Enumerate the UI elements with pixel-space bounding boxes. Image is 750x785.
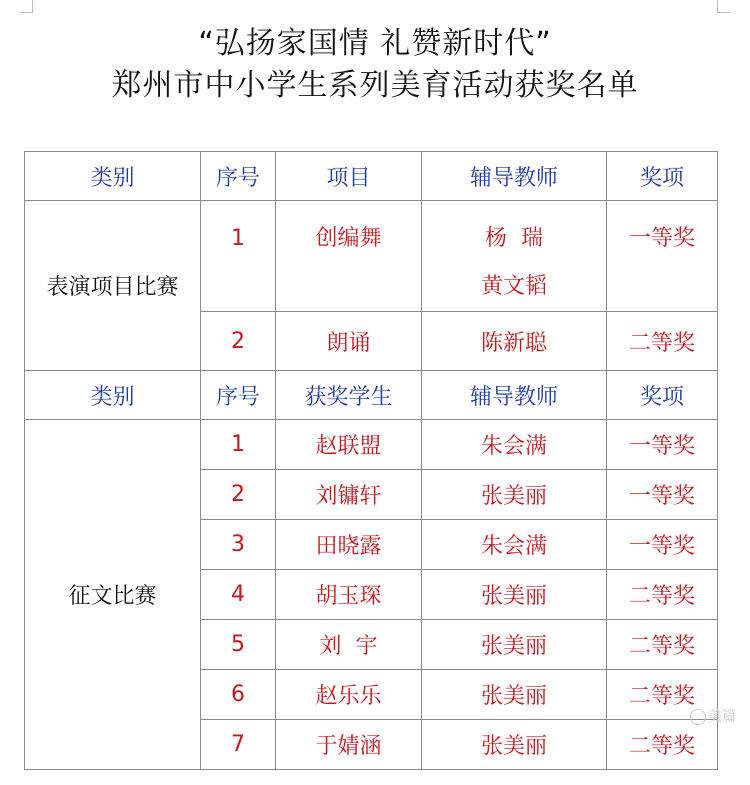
row-award: 一等奖 <box>607 470 718 520</box>
row-award: 二等奖 <box>607 720 718 770</box>
row-number: 1 <box>201 420 276 470</box>
title-line-1: “弘扬家国情 礼赞新时代” <box>198 26 552 61</box>
row-student: 于婧涵 <box>276 720 422 770</box>
row-award: 二等奖 <box>607 670 718 720</box>
row-student: 田晓露 <box>276 520 422 570</box>
row-teachers <box>422 201 607 312</box>
row-student: 赵乐乐 <box>276 670 422 720</box>
row-teacher: 张美丽 <box>422 720 607 770</box>
row-teacher: 张美丽 <box>422 470 607 520</box>
row-number: 4 <box>201 570 276 620</box>
row-award: 一等奖 <box>607 520 718 570</box>
essay-header-row <box>25 371 718 420</box>
row-number: 2 <box>201 312 276 371</box>
row-student: 刘镛轩 <box>276 470 422 520</box>
header-number: 序号 <box>201 371 276 420</box>
teacher-name: 杨 瑞 <box>485 226 543 251</box>
row-award: 二等奖 <box>607 620 718 670</box>
crop-mark-left <box>20 0 33 13</box>
row-number: 6 <box>201 670 276 720</box>
row-teacher: 张美丽 <box>422 570 607 620</box>
header-item: 项目 <box>276 152 422 201</box>
row-number: 5 <box>201 620 276 670</box>
row-item: 朗诵 <box>276 312 422 371</box>
header-award: 奖项 <box>607 371 718 420</box>
row-number: 3 <box>201 520 276 570</box>
performance-header-row <box>25 152 718 201</box>
row-student: 胡玉琛 <box>276 570 422 620</box>
row-number: 2 <box>201 470 276 520</box>
header-category: 类别 <box>25 152 201 201</box>
watermark <box>690 706 736 726</box>
header-award: 奖项 <box>607 152 718 201</box>
performance-category-cell: 表演项目比赛 <box>25 201 201 371</box>
watermark-text: 美篇 <box>708 709 736 725</box>
row-number: 7 <box>201 720 276 770</box>
awards-table <box>24 151 718 770</box>
row-teacher: 朱会满 <box>422 420 607 470</box>
header-teacher: 辅导教师 <box>422 152 607 201</box>
table-row <box>25 201 718 312</box>
table-row <box>25 420 718 470</box>
row-teacher: 张美丽 <box>422 620 607 670</box>
row-teacher: 张美丽 <box>422 670 607 720</box>
essay-category-cell: 征文比赛 <box>25 420 201 770</box>
row-student: 刘 宇 <box>276 620 422 670</box>
header-teacher: 辅导教师 <box>422 371 607 420</box>
row-student: 赵联盟 <box>276 420 422 470</box>
row-award: 一等奖 <box>607 420 718 470</box>
header-number: 序号 <box>201 152 276 201</box>
crop-mark-right <box>717 0 730 13</box>
row-number: 1 <box>201 201 276 312</box>
row-award: 二等奖 <box>607 570 718 620</box>
row-award: 二等奖 <box>607 312 718 371</box>
teacher-name: 黄文韬 <box>480 274 547 299</box>
row-item: 创编舞 <box>276 201 422 312</box>
header-category: 类别 <box>25 371 201 420</box>
row-teacher: 陈新聪 <box>422 312 607 371</box>
watermark-logo-icon <box>690 709 706 725</box>
title-line-2: 郑州市中小学生系列美育活动获奖名单 <box>111 68 639 103</box>
row-award: 一等奖 <box>607 201 718 312</box>
header-student: 获奖学生 <box>276 371 422 420</box>
row-teacher: 朱会满 <box>422 520 607 570</box>
